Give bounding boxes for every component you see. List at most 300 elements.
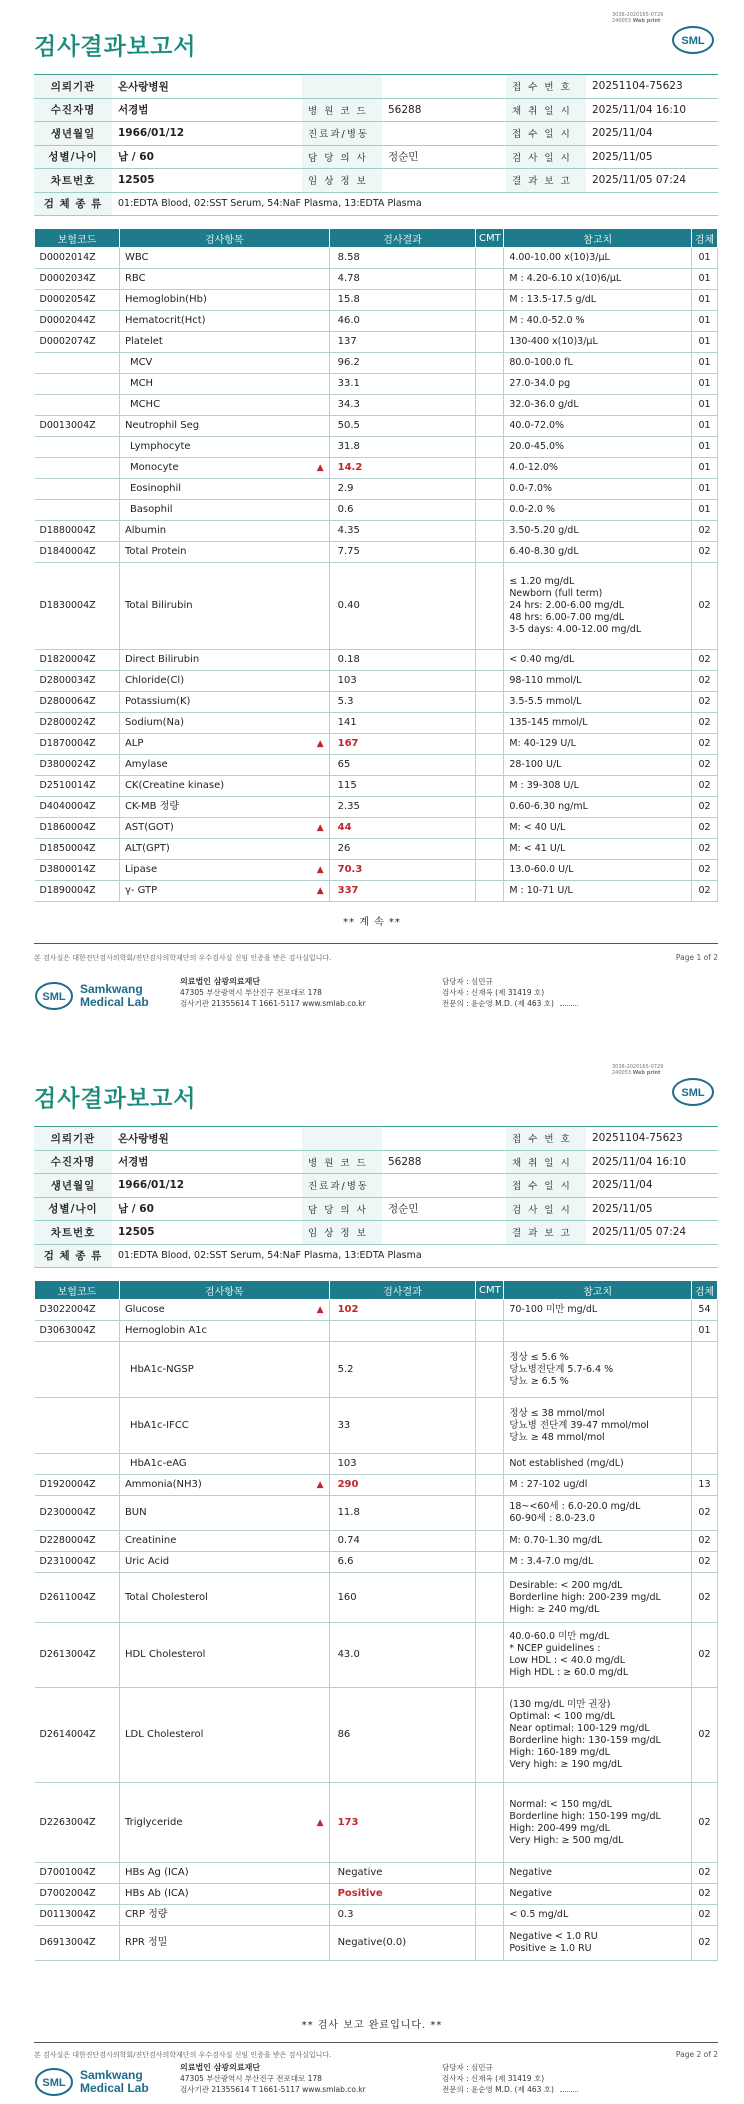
specimen-code: 02	[691, 755, 717, 776]
header-value	[382, 122, 506, 146]
print-code-line: 3038-2020165-0729	[612, 12, 664, 18]
logo-text: SML	[681, 1087, 705, 1099]
test-item-name: Basophil	[129, 504, 173, 515]
specimen-code: 01	[691, 353, 717, 374]
high-flag-icon: ▲	[316, 463, 324, 473]
specimen-code: 02	[691, 881, 717, 902]
result-row	[35, 542, 718, 563]
insurance-code: D0013004Z	[35, 416, 120, 437]
header-row	[34, 1197, 718, 1221]
specimen-code: 01	[691, 416, 717, 437]
test-result: 0.6	[329, 500, 476, 521]
header-value: 1966/01/12	[112, 122, 302, 146]
test-item-name: Lymphocyte	[129, 441, 191, 452]
high-flag-icon: ▲	[316, 1305, 324, 1315]
insurance-code: D1890004Z	[35, 881, 120, 902]
reference-range: 18~<60세 : 6.0-20.0 mg/dL 60-90세 : 8.0-23.0	[504, 1496, 692, 1531]
test-item	[119, 1783, 329, 1863]
header-label: 성별/나이	[34, 1197, 112, 1221]
test-result: 103	[329, 1454, 476, 1475]
reference-range: Not established (mg/dL)	[504, 1454, 692, 1475]
result-row	[35, 500, 718, 521]
test-item-name: RPR 정밀	[124, 1937, 168, 1948]
signatures	[442, 2062, 578, 2095]
result-row	[35, 1300, 718, 1321]
insurance-code	[35, 500, 120, 521]
header-label: 생년월일	[34, 1174, 112, 1198]
test-item	[119, 1552, 329, 1573]
comment-cell	[476, 1926, 504, 1961]
comment-cell	[476, 1454, 504, 1475]
result-row	[35, 395, 718, 416]
comment-cell	[476, 395, 504, 416]
insurance-code: D4040004Z	[35, 797, 120, 818]
lab-name-line2: Medical Lab	[80, 995, 149, 1009]
test-item	[119, 416, 329, 437]
header-label	[302, 1127, 382, 1151]
header-row	[34, 1174, 718, 1198]
test-item	[119, 755, 329, 776]
insurance-code: D7001004Z	[35, 1863, 120, 1884]
header-label: 진료과/병동	[302, 1174, 382, 1198]
test-item	[119, 734, 329, 755]
insurance-code	[35, 479, 120, 500]
print-code-line: 3038-2020165-0729	[612, 1064, 664, 1070]
test-item-name: BUN	[124, 1507, 147, 1518]
insurance-code: D2800034Z	[35, 671, 120, 692]
results-table-page2	[34, 1280, 718, 1961]
result-row	[35, 1398, 718, 1454]
insurance-code: D2263004Z	[35, 1783, 120, 1863]
result-row	[35, 353, 718, 374]
reference-range: Desirable: < 200 mg/dL Borderline high: 200-239 mg/dL High: ≥ 240 mg/dL	[504, 1573, 692, 1623]
test-item-name: Glucose	[124, 1304, 165, 1315]
test-item-name: Uric Acid	[124, 1556, 170, 1567]
reference-range: < 0.40 mg/dL	[504, 650, 692, 671]
test-item	[119, 1300, 329, 1321]
lab-logo	[34, 2062, 149, 2102]
comment-cell	[476, 311, 504, 332]
header-value	[382, 1221, 506, 1245]
header-value: 56288	[382, 98, 506, 122]
comment-cell	[476, 521, 504, 542]
test-item-name: HbA1c-NGSP	[129, 1363, 194, 1375]
test-item-name: CK(Creatine kinase)	[124, 780, 225, 791]
lab-org: 의료법인 삼광의료재단	[180, 2063, 261, 2072]
lab-name-line2: Medical Lab	[80, 2081, 149, 2095]
insurance-code: D2300004Z	[35, 1496, 120, 1531]
insurance-code	[35, 1454, 120, 1475]
comment-cell	[476, 860, 504, 881]
comment-cell	[476, 1531, 504, 1552]
test-item-name: Sodium(Na)	[124, 717, 185, 728]
test-item	[119, 1573, 329, 1623]
test-result: 115	[329, 776, 476, 797]
sign-tester: 검사자 : 신재옥 (제 31419 호)	[442, 988, 545, 997]
web-print-label: Web print	[632, 1070, 661, 1076]
header-label	[302, 75, 382, 99]
test-item-name: Monocyte	[129, 462, 179, 473]
result-row	[35, 1863, 718, 1884]
header-value: 56288	[382, 1150, 506, 1174]
header-row	[34, 98, 718, 122]
test-result: 0.18	[329, 650, 476, 671]
reference-range: ≤ 1.20 mg/dL Newborn (full term) 24 hrs: 2.00-6.00 mg/dL 48 hrs: 6.00-7.00 mg/dL 3-5 days: 4.00-12.00 mg/dL	[504, 563, 692, 650]
test-result: 103	[329, 671, 476, 692]
page-number: Page 2 of 2	[675, 2050, 718, 2059]
web-print-label: Web print	[632, 18, 661, 24]
test-item	[119, 500, 329, 521]
comment-cell	[476, 1863, 504, 1884]
insurance-code: D1840004Z	[35, 542, 120, 563]
print-code	[612, 1064, 663, 1076]
print-code	[612, 12, 663, 24]
print-code-num: 240053	[612, 18, 632, 24]
test-item-name: HDL Cholesterol	[124, 1649, 206, 1660]
reference-range: 4.0-12.0%	[504, 458, 692, 479]
test-item	[119, 1398, 329, 1454]
lab-address: 47305 부산광역시 부산진구 전포대로 178	[180, 988, 322, 997]
result-row	[35, 1454, 718, 1475]
test-result: 290	[329, 1475, 476, 1496]
reference-range: 28-100 U/L	[504, 755, 692, 776]
specimen-code: 02	[691, 713, 717, 734]
comment-cell	[476, 650, 504, 671]
results-header-row	[35, 229, 718, 248]
insurance-code: D2280004Z	[35, 1531, 120, 1552]
header-value: 2025/11/05	[586, 145, 718, 169]
insurance-code	[35, 353, 120, 374]
specimen-types: 01:EDTA Blood, 02:SST Serum, 54:NaF Plasma, 13:EDTA Plasma	[112, 192, 718, 216]
test-result: 46.0	[329, 311, 476, 332]
header-label: 채 취 일 시	[506, 1150, 586, 1174]
header-label: 병 원 코 드	[302, 1150, 382, 1174]
insurance-code: D3022004Z	[35, 1300, 120, 1321]
header-label: 결 과 보 고	[506, 169, 586, 193]
result-row	[35, 332, 718, 353]
high-flag-icon: ▲	[316, 739, 324, 749]
sml-mark-icon	[34, 976, 74, 1016]
result-row	[35, 755, 718, 776]
test-result: 50.5	[329, 416, 476, 437]
header-value: 서경범	[112, 98, 302, 122]
reference-range: M: 40-129 U/L	[504, 734, 692, 755]
test-item	[119, 290, 329, 311]
lab-name-line1: Samkwang	[80, 982, 143, 996]
test-result: 2.35	[329, 797, 476, 818]
test-item-name: LDL Cholesterol	[124, 1729, 204, 1740]
logo-text: SML	[42, 2077, 66, 2089]
test-item-name: MCH	[129, 378, 154, 389]
test-item-name: Total Cholesterol	[124, 1591, 208, 1603]
footer-rule	[34, 2042, 718, 2043]
result-row	[35, 1688, 718, 1783]
header-value: 정순민	[382, 145, 506, 169]
result-row	[35, 437, 718, 458]
test-item	[119, 1905, 329, 1926]
test-result: Positive	[329, 1884, 476, 1905]
insurance-code: D1830004Z	[35, 563, 120, 650]
test-item	[119, 776, 329, 797]
test-item-name: Chloride(Cl)	[124, 675, 185, 686]
insurance-code: D1920004Z	[35, 1475, 120, 1496]
results-table-page1	[34, 228, 718, 902]
result-row	[35, 1321, 718, 1342]
header-value: 온사랑병원	[112, 1127, 302, 1151]
specimen-code: 02	[691, 818, 717, 839]
result-row	[35, 1496, 718, 1531]
test-item	[119, 1623, 329, 1688]
test-result: 15.8	[329, 290, 476, 311]
test-item	[119, 818, 329, 839]
test-result: Negative	[329, 1863, 476, 1884]
continue-note: ** 계 속 **	[343, 917, 401, 928]
test-result: 102	[329, 1300, 476, 1321]
header-label: 임 상 정 보	[302, 169, 382, 193]
header-value: 서경범	[112, 1150, 302, 1174]
sign-doctor: 전문의 : 윤순영 M.D. (제 463 호)	[442, 2085, 554, 2094]
column-header-spec: 검체	[691, 1281, 717, 1300]
test-item	[119, 269, 329, 290]
sign-doctor: 전문의 : 윤순영 M.D. (제 463 호)	[442, 999, 554, 1008]
test-result: 8.58	[329, 248, 476, 269]
header-row	[34, 1150, 718, 1174]
test-result	[329, 1321, 476, 1342]
specimen-code: 02	[691, 776, 717, 797]
header-value: 12505	[112, 1221, 302, 1245]
test-result: 33.1	[329, 374, 476, 395]
result-row	[35, 1342, 718, 1398]
reference-range: 40.0-72.0%	[504, 416, 692, 437]
specimen-code: 02	[691, 650, 717, 671]
specimen-code: 01	[691, 311, 717, 332]
sign-doctor-row	[442, 998, 578, 1009]
high-flag-icon: ▲	[316, 886, 324, 896]
column-header-ref: 참고치	[504, 229, 692, 248]
high-flag-icon: ▲	[316, 1480, 324, 1490]
header-value: 20251104-75623	[586, 1127, 718, 1151]
reference-range: 3.50-5.20 g/dL	[504, 521, 692, 542]
header-row	[34, 1221, 718, 1245]
column-header-ref: 참고치	[504, 1281, 692, 1300]
signature-mark	[560, 998, 578, 1006]
header-label: 채 취 일 시	[506, 98, 586, 122]
header-value	[382, 75, 506, 99]
result-row	[35, 713, 718, 734]
lab-name-line1: Samkwang	[80, 2068, 143, 2082]
comment-cell	[476, 500, 504, 521]
test-item-name: AST(GOT)	[124, 822, 174, 833]
test-result: 14.2	[329, 458, 476, 479]
comment-cell	[476, 542, 504, 563]
test-result: Negative(0.0)	[329, 1926, 476, 1961]
test-item-name: Total Bilirubin	[124, 600, 193, 611]
specimen-code: 01	[691, 374, 717, 395]
comment-cell	[476, 563, 504, 650]
test-item	[119, 353, 329, 374]
test-result: 86	[329, 1688, 476, 1783]
specimen-code: 02	[691, 860, 717, 881]
header-row	[34, 169, 718, 193]
reference-range: 0.60-6.30 ng/mL	[504, 797, 692, 818]
insurance-code: D3063004Z	[35, 1321, 120, 1342]
lab-info	[180, 2062, 366, 2095]
header-value: 온사랑병원	[112, 75, 302, 99]
test-result: 4.78	[329, 269, 476, 290]
test-result: 31.8	[329, 437, 476, 458]
header-value	[382, 1174, 506, 1198]
specimen-code: 02	[691, 1531, 717, 1552]
header-row	[34, 1244, 718, 1268]
reference-range: 70-100 미만 mg/dL	[504, 1300, 692, 1321]
result-row	[35, 818, 718, 839]
reference-range: 13.0-60.0 U/L	[504, 860, 692, 881]
comment-cell	[476, 692, 504, 713]
insurance-code	[35, 437, 120, 458]
specimen-code: 02	[691, 1496, 717, 1531]
test-item	[119, 1926, 329, 1961]
result-row	[35, 1573, 718, 1623]
footer-rule	[34, 943, 718, 944]
test-item-name: Hemoglobin(Hb)	[124, 294, 207, 305]
test-item-name: Ammonia(NH3)	[124, 1479, 202, 1490]
page-number: Page 1 of 2	[675, 953, 718, 962]
test-result: 26	[329, 839, 476, 860]
reference-range: Negative	[504, 1884, 692, 1905]
high-flag-icon: ▲	[316, 823, 324, 833]
result-row	[35, 1531, 718, 1552]
column-header-code: 보험코드	[35, 1281, 120, 1300]
column-header-result: 검사결과	[329, 229, 476, 248]
test-item-name: Hematocrit(Hct)	[124, 315, 206, 326]
comment-cell	[476, 797, 504, 818]
test-item-name: γ- GTP	[124, 885, 158, 896]
header-label: 병 원 코 드	[302, 98, 382, 122]
result-row	[35, 839, 718, 860]
insurance-code: D0002014Z	[35, 248, 120, 269]
test-result: 43.0	[329, 1623, 476, 1688]
test-result: 44	[329, 818, 476, 839]
comment-cell	[476, 734, 504, 755]
comment-cell	[476, 776, 504, 797]
specimen-code: 01	[691, 500, 717, 521]
insurance-code: D1880004Z	[35, 521, 120, 542]
test-item-name: MCHC	[129, 399, 161, 410]
print-code-num: 240053	[612, 1070, 632, 1076]
comment-cell	[476, 290, 504, 311]
specimen-code: 02	[691, 1573, 717, 1623]
specimen-code: 02	[691, 563, 717, 650]
specimen-types: 01:EDTA Blood, 02:SST Serum, 54:NaF Plasma, 13:EDTA Plasma	[112, 1244, 718, 1268]
insurance-code: D2510014Z	[35, 776, 120, 797]
specimen-code: 02	[691, 521, 717, 542]
result-row	[35, 1884, 718, 1905]
header-value	[382, 169, 506, 193]
test-result: 5.3	[329, 692, 476, 713]
specimen-code: 02	[691, 1552, 717, 1573]
header-label: 담 당 의 사	[302, 145, 382, 169]
test-item-name: Neutrophil Seg	[124, 420, 200, 431]
test-item	[119, 374, 329, 395]
test-item	[119, 692, 329, 713]
specimen-code: 01	[691, 458, 717, 479]
insurance-code	[35, 395, 120, 416]
header-value: 2025/11/04	[586, 122, 718, 146]
reference-range: 6.40-8.30 g/dL	[504, 542, 692, 563]
test-item	[119, 437, 329, 458]
header-value	[382, 1127, 506, 1151]
insurance-code: D7002004Z	[35, 1884, 120, 1905]
result-row	[35, 1926, 718, 1961]
insurance-code: D6913004Z	[35, 1926, 120, 1961]
test-item-name: CK-MB 정량	[124, 801, 180, 812]
test-item	[119, 1688, 329, 1783]
sml-logo-icon	[670, 1076, 716, 1108]
logo-text: SML	[681, 35, 705, 47]
comment-cell	[476, 416, 504, 437]
test-result: 337	[329, 881, 476, 902]
sml-mark-icon	[34, 2062, 74, 2102]
result-row	[35, 1623, 718, 1688]
test-item	[119, 713, 329, 734]
specimen-code	[691, 1398, 717, 1454]
insurance-code: D0002034Z	[35, 269, 120, 290]
reference-range: M : 27-102 ug/dl	[504, 1475, 692, 1496]
reference-range: M : 13.5-17.5 g/dL	[504, 290, 692, 311]
reference-range: 정상 ≤ 5.6 % 당뇨병전단계 5.7-6.4 % 당뇨 ≥ 6.5 %	[504, 1342, 692, 1398]
test-item-name: RBC	[124, 273, 146, 284]
test-item-name: Hemoglobin A1c	[124, 1325, 208, 1336]
patient-info-table	[34, 1126, 718, 1268]
insurance-code: D2613004Z	[35, 1623, 120, 1688]
result-row	[35, 311, 718, 332]
reference-range: M : 10-71 U/L	[504, 881, 692, 902]
specimen-code: 02	[691, 797, 717, 818]
results-header-row	[35, 1281, 718, 1300]
test-item	[119, 542, 329, 563]
header-label: 접 수 일 시	[506, 122, 586, 146]
test-item-name: Total Protein	[124, 546, 187, 557]
reference-range: 0.0-2.0 %	[504, 500, 692, 521]
header-value: 1966/01/12	[112, 1174, 302, 1198]
comment-cell	[476, 1573, 504, 1623]
test-item	[119, 479, 329, 500]
reference-range: (130 mg/dL 미만 권장) Optimal: < 100 mg/dL Near optimal: 100-129 mg/dL Borderline high: 130-159 mg/dL High: 160-189 mg/dL Very high: ≥ 190 mg/dL	[504, 1688, 692, 1783]
test-item-name: Eosinophil	[129, 483, 182, 494]
specimen-code: 54	[691, 1300, 717, 1321]
specimen-code: 02	[691, 1905, 717, 1926]
reference-range: Negative	[504, 1863, 692, 1884]
comment-cell	[476, 1398, 504, 1454]
comment-cell	[476, 818, 504, 839]
specimen-code: 02	[691, 839, 717, 860]
test-item-name: Potassium(K)	[124, 696, 191, 707]
header-row	[34, 145, 718, 169]
test-item-name: Lipase	[124, 864, 158, 875]
specimen-code: 02	[691, 692, 717, 713]
test-item-name: HBs Ag (ICA)	[124, 1867, 189, 1878]
column-header-code: 보험코드	[35, 229, 120, 248]
report-title: 검사결과보고서	[34, 34, 197, 60]
result-row	[35, 1475, 718, 1496]
high-flag-icon: ▲	[316, 1817, 324, 1828]
test-item-name: HbA1c-IFCC	[129, 1419, 189, 1431]
result-row	[35, 269, 718, 290]
test-item	[119, 1884, 329, 1905]
test-item-name: WBC	[124, 252, 149, 263]
comment-cell	[476, 1884, 504, 1905]
reference-range: Normal: < 150 mg/dL Borderline high: 150-199 mg/dL High: 200-499 mg/dL Very High: ≥ 500 mg/dL	[504, 1783, 692, 1863]
